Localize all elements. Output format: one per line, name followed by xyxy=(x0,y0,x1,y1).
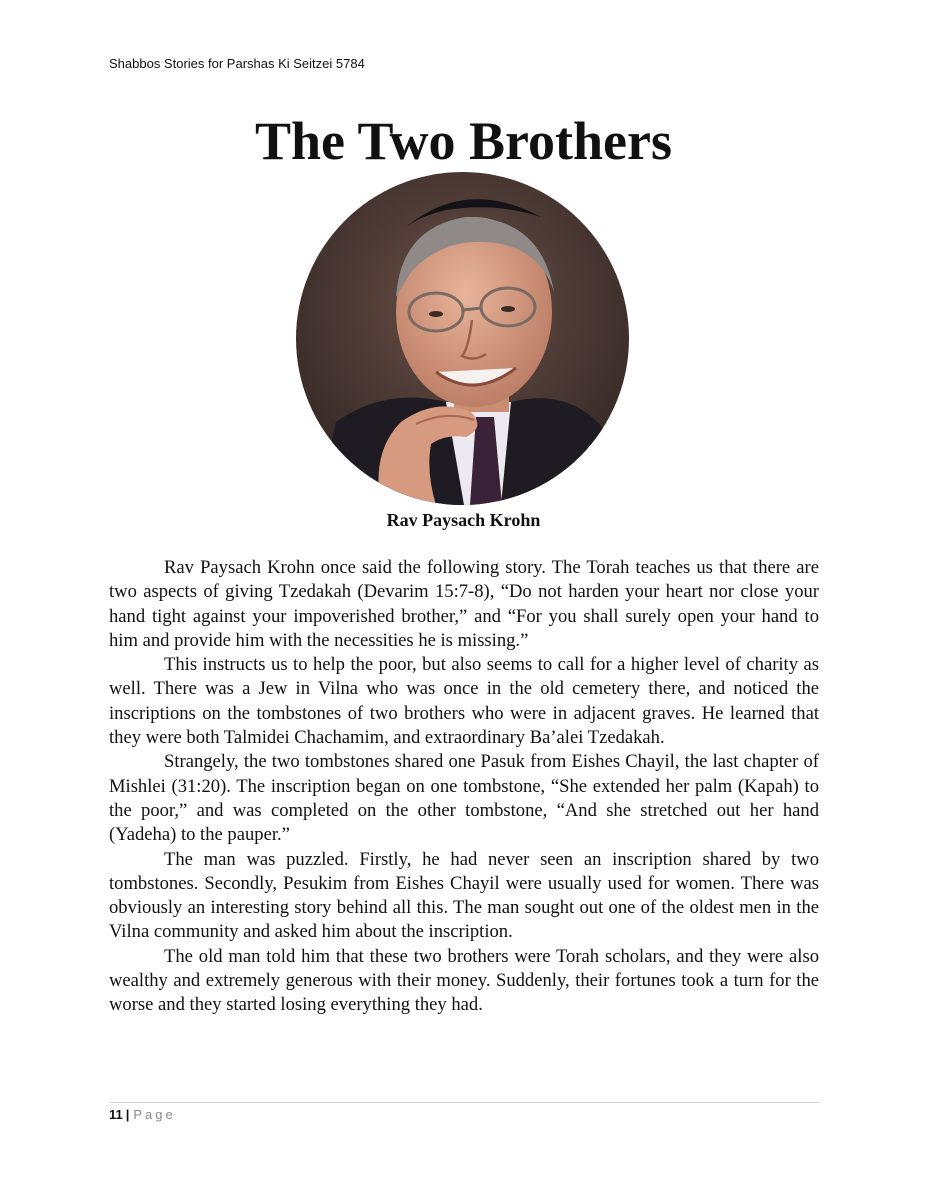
paragraph: The man was puzzled. Firstly, he had never seen an inscription shared by two tombstones. Secondly, Pesukim from Eishes Chayil were usually used for women. There was obviously an interesting story behind all this. The man sought out one of the oldest men in the Vilna community and asked him about the inscription. xyxy=(109,848,819,943)
paragraph: Strangely, the two tombstones shared one Pasuk from Eishes Chayil, the last chapter of Mishlei (31:20). The inscription began on one tombstone, “She extended her palm (Kapah) to the poor,” and was completed on the other tombstone, “And she stretched out her hand (Yadeha) to the pauper.” xyxy=(109,751,819,846)
paragraph: The old man told him that these two brothers were Torah scholars, and they were also wealthy and extremely generous with their money. Suddenly, their fortunes took a turn for the worse and they started losing everything they had. xyxy=(109,945,819,1016)
footer-separator: | xyxy=(125,1107,130,1122)
page-footer xyxy=(109,1107,176,1122)
paragraph: This instructs us to help the poor, but also seems to call for a higher level of charity as well. There was a Jew in Vilna who was once in the old cemetery there, and noticed the inscriptions on the tombstones of two brothers who were in adjacent graves. He learned that they were both Talmidei Chachamim, and extraordinary Ba’alei Tzedakah. xyxy=(109,654,819,749)
article-body xyxy=(109,556,819,1018)
paragraph: Rav Paysach Krohn once said the following story. The Torah teaches us that there are two aspects of giving Tzedakah (Devarim 15:7-8), “Do not harden your heart nor close your hand tight against your impoverished brother,” and “For you shall surely open your hand to him and provide him with the necessities he is missing.” xyxy=(109,557,819,651)
photo-caption: Rav Paysach Krohn xyxy=(386,510,541,530)
page-label: Page xyxy=(133,1107,176,1122)
page-number: 11 xyxy=(109,1107,123,1122)
page-title: The Two Brothers xyxy=(254,111,673,171)
author-portrait xyxy=(296,172,629,505)
footer-divider xyxy=(109,1102,820,1103)
running-header: Shabbos Stories for Parshas Ki Seitzei 5784 xyxy=(109,56,365,71)
